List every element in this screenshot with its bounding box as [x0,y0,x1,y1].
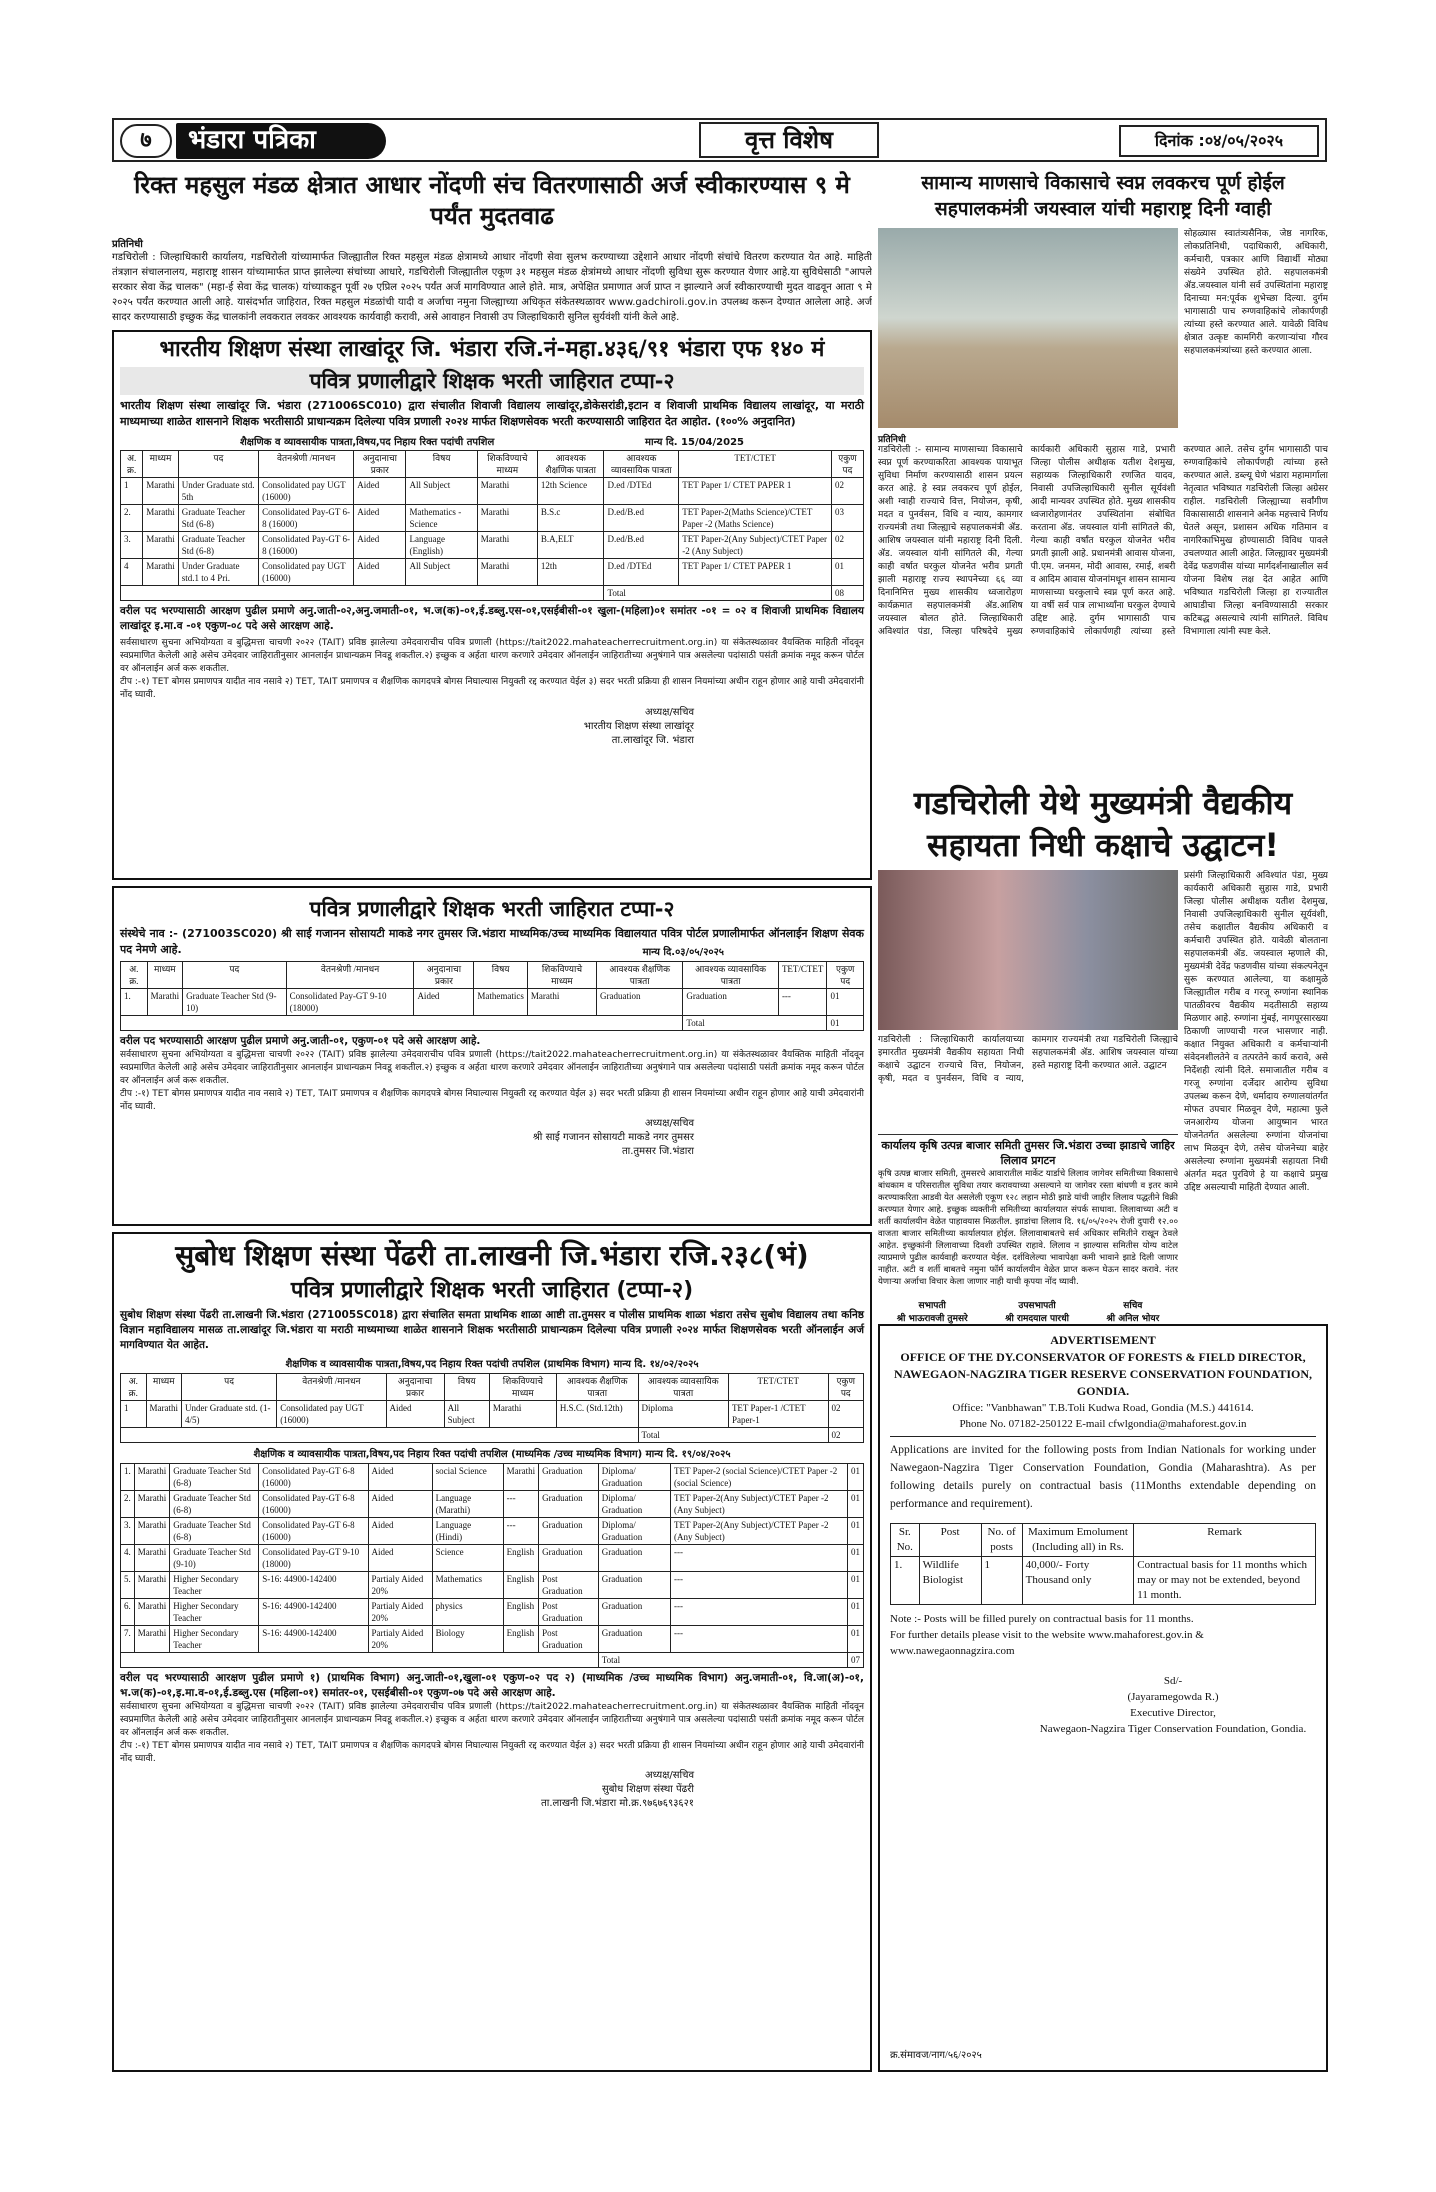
ad3-notice: सर्वसाधारण सुचना अभियोग्यता व बुद्धिमत्ता चाचणी २०२२ (TAIT) प्रविष्ठ झालेल्या उमेदवाराचीच पवित्र प्रणाली (https://tait2022.mahateacherrecruitment.org.in) या संकेतस्थळावर वैयक्तिक माहिती नोंदवून स्वप्रमाणित केलेली आहे असेच उमेदवार जाहिरातीनुसार आनलाईन प्राधान्यक्रम निवडू शकतील.२) इच्छुक व अर्हता धारण करणारे उमेदवार ऑनलाईन जाहिरातीच्या अनुषंगाने पात्र असलेल्या पदांसाठी पसंती क्रमांक नमूद करून पोर्टल वर ऑनलाईन अर्ज करू शकतील. [120,1702,864,1738]
ad3t2-cell-4-7: Post Graduation [539,1572,599,1599]
forest-cell-0: 1. [891,1557,920,1605]
forest-header-1: Post [919,1524,981,1557]
ad3t2-cell-1-2: Graduate Teacher Std (6-8) [170,1491,259,1518]
table-row [121,478,864,505]
ad3t2-cell-6-8: Graduation [598,1626,670,1653]
ad3t2-cell-3-7: Graduation [539,1545,599,1572]
ad2-valid: मान्य दि.०३/०५/२०२५ [642,947,724,958]
forest-ad-body: Applications are invited for the following posts from Indian Nationals for working under Nawegaon-Nagzira Tiger Conservation Foundation, Gondia (Maharashtra). As per following details purely on contractual basis (11Months extendable depending on performance and requirement). [890,1444,1316,1510]
recruitment-ad-2 [112,886,872,1226]
ad1-title: भारतीय शिक्षण संस्था लाखांदूर जि. भंडारा रजि.नं-महा.४३६/९१ भंडारा एफ १४० मं [159,337,825,362]
ad3t2-cell-0-5: social Science [432,1464,503,1491]
article2-byline: प्रतिनिधी [878,435,906,445]
total-spacer [121,586,604,601]
ad1-cell-0-3: Consolidated pay UGT (16000) [259,478,354,505]
ad1-cell-0-4: Aided [354,478,406,505]
table-row [121,1491,864,1518]
signer-name: श्री रामदयाल पारधी [1005,1314,1069,1324]
ad3t2-cell-2-10: 01 [847,1518,863,1545]
total-label: Total [604,586,832,601]
ad3t2-cell-3-1: Marathi [134,1545,170,1572]
total-row [121,1653,864,1668]
article3-side-text: प्रसंगी जिल्हाधिकारी अविश्यांत पंडा, मुख्य कार्यकारी अधिकारी सुहास गाडे, प्रभारी जिल्हा पोलीस अधीक्षक यतीश देशमुख, निवासी उपजिल्हाधिकारी सुनील सूर्यवंशी, तसेच कक्षातील वैद्यकीय अधिकारी व कर्मचारी उपस्थित होते. यावेळी बोलताना सहपालकमंत्री ॲड. जयस्वाल म्हणाले की, मुख्यमंत्री देवेंद्र फडणवीस यांच्या संकल्पनेतून सुरू करण्यात आलेल्या, या कक्षामुळे जिल्ह्यातील गरीब व गरजू रुग्णांना स्थानिक पातळीवरच वैद्यकीय मदतीसाठी सहाय्य मिळणार आहे. रुग्णांना मुंबई, नागपूरसारख्या ठिकाणी जाण्याची गरज भासणार नाही. कक्षात नियुक्त अधिकारी व कर्मचाऱ्यांनी संवेदनशीलतेने व तत्परतेने कार्य करावे, असे निर्देशही त्यांनी दिले. समाजातील गरीब व गरजू रुग्णांना दर्जेदार आरोग्य सुविधा उपलब्ध करून देणे, धर्मादाय रुग्णालयांतर्गत मोफत उपचार मिळवून देणे, महात्मा फुले जनआरोग्य योजना आयुष्मान भारत योजनेतर्गत असलेल्या रुग्णांना योजनांचा लाभ मिळवून देणे, तसेच योजनेच्या बाहेर असलेल्या रुग्णांना मुख्यमंत्री सहायता निधी अंतर्गत मदत पुरविणे हे या कक्षाचे प्रमुख उद्दिष्ट असल्याची माहिती देण्यात आली. [1184,871,1328,1193]
ad2-header-4: अनुदानाचा प्रकार [414,962,474,989]
ad3t2-cell-6-9: --- [671,1626,848,1653]
ad2-reservation: वरील पद भरण्यासाठी आरक्षण पुढील प्रमाणे अनु.जाती-०१, एकुण-०१ पदे असे आरक्षण आहे. [120,1035,481,1047]
ad3t1-header-10: एकुण पद [828,1374,863,1401]
forest-ad-sd: Sd/- [1163,1675,1183,1687]
ad3t1-cell-0-2: Under Graduate std. (1-4/5) [182,1401,277,1428]
ad1-table [120,450,864,601]
ad3t2-cell-2-6: --- [503,1518,539,1545]
ad3t2-cell-5-7: Post Graduation [539,1599,599,1626]
total-spacer [121,1428,639,1443]
ad3t2-cell-0-9: TET Paper-2 (social Science)/CTET Paper -2 (social Science) [671,1464,848,1491]
ad3-table-primary [120,1373,864,1443]
ad1-cell-2-4: Aided [354,532,406,559]
ad2-header-9: TET/CTET [778,962,827,989]
forest-ad-address: Office: "Vanbhawan" T.B.Toli Kudwa Road, Gondia (M.S.) 441614. [952,1402,1254,1414]
ad1-cell-1-3: Consolidated Pay-GT 6-8 (16000) [259,505,354,532]
tree-auction-notice [878,1134,1178,1324]
forest-ad-label: ADVERTISEMENT [1050,1333,1156,1347]
inauguration-photo [878,870,1178,1030]
ad3t2-cell-2-0: 3. [121,1518,135,1545]
ad1-cell-0-9: TET Paper 1/ CTET PAPER 1 [679,478,832,505]
ad2-cell-0-0: 1. [121,989,148,1016]
ad1-cell-3-8: D.ed /DTEd [604,559,679,586]
article2-side-text: सोहळ्यास स्वातंत्र्यसैनिक, जेष्ठ नागरिक, लोकप्रतिनिधी, पदाधिकारी, अधिकारी, कर्मचारी, पत्रकार आणि विद्यार्थी मोठ्या संख्येने उपस्थित होते. सहपालकमंत्री ॲड.जयस्वाल यांनी सर्व उपस्थितांना महाराष्ट्र दिनाच्या मन:पूर्वक शुभेच्छा दिल्या. दुर्गम भागासाठी पाच रुग्णवाहिकांचे लोकार्पणही त्यांच्या हस्ते करण्यात आले. यावेळी विविध क्षेत्रात उत्कृष्ट कामगिरी करणाऱ्यांचा गौरव सहपालकमंत्र्यांच्या हस्ते करण्यात आला. [1184,229,1328,356]
ad3t2-cell-2-1: Marathi [134,1518,170,1545]
forest-ad-phone: Phone No. 07182-250122 E-mail cfwlgondia@mahaforest.gov.in [890,1416,1316,1437]
ad2-header-3: वेतनश्रेणी /मानधन [286,962,414,989]
ad1-cell-2-9: TET Paper-2(Any Subject)/CTET Paper -2 (Any Subject) [679,532,832,559]
ad3t2-cell-3-0: 4. [121,1545,135,1572]
ad1-cell-1-4: Aided [354,505,406,532]
ad3t2-cell-6-7: Post Graduation [539,1626,599,1653]
ad3t2-cell-0-1: Marathi [134,1464,170,1491]
ad3t2-cell-6-10: 01 [847,1626,863,1653]
ad3t2-cell-2-5: Language (Hindi) [432,1518,503,1545]
ad3-title: सुबोध शिक्षण संस्था पेंढरी ता.लाखनी जि.भंडारा रजि.२३८(भं) [175,1239,809,1272]
forest-ad [878,1324,1328,2072]
page-number: ७ [120,124,172,158]
ad1-header-9: TET/CTET [679,451,832,478]
forest-cell-3: 40,000/- Forty Thousand only [1022,1557,1134,1605]
ad1-cell-0-5: All Subject [406,478,477,505]
ad3t2-cell-1-10: 01 [847,1491,863,1518]
table-row [121,532,864,559]
forest-cell-2: 1 [981,1557,1022,1605]
ad1-banner: पवित्र प्रणालीद्वारे शिक्षक भरती जाहिरात टप्पा-२ [120,367,864,395]
ad3t2-cell-5-6: English [503,1599,539,1626]
ad2-cell-0-8: Graduation [683,989,779,1016]
article1-headline: रिक्त महसुल मंडळ क्षेत्रात आधार नोंदणी संच वितरणासाठी अर्ज स्वीकारण्यास ९ मे पर्यंत मुदतवाढ [134,171,850,230]
ad2-header-2: पद [183,962,287,989]
ad1-cell-1-6: Marathi [477,505,537,532]
ad1-cell-0-8: D.ed /DTEd [604,478,679,505]
ad3t1-cell-0-7: H.S.C. (Std.12th) [556,1401,638,1428]
ad1-header-6: शिकविण्याचे माध्यम [477,451,537,478]
forest-cell-4: Contractual basis for 11 months which may or may not be extended, beyond 11 month. [1134,1557,1316,1605]
ad2-table [120,961,864,1031]
ad3t2-cell-2-7: Graduation [539,1518,599,1545]
ad3t1-header-6: शिकविण्याचे माध्यम [489,1374,556,1401]
ad1-cell-0-7: 12th Science [537,478,604,505]
article1-body: गडचिरोली : जिल्हाधिकारी कार्यालय, गडचिरोली यांच्यामार्फत जिल्ह्यातील रिक्त महसुल मंडळ क्षेत्रामध्ये आधार नोंदणी सेवा सुलभ करण्याच्या उद्देशाने आधार नोंदणी संचांचे वितरण करण्यात येत आहे. माहिती तंत्रज्ञान संचालनालय, महाराष्ट्र शासन यांच्यामार्फत प्राप्त झालेल्या संचांच्या आधारे, गडचिरोली जिल्ह्यातील एकूण ३१ महसुल मंडळ क्षेत्रांमध्ये आधार नोंदणी सुविधा सुरू करण्यात येणार आहे.या सुविधेसाठी "आपले सरकार सेवा केंद्र चालक" (महा-ई सेवा केंद्र चालक) यांच्याकडून पूर्वी २७ एप्रिल २०२५ पर्यंत अर्ज मागविण्यात आले होते. मात्र, अपेक्षित प्रमाणात अर्ज प्राप्त न झाल्याने अर्ज स्वीकारण्याची मुदत वाढवून आता ९ मे २०२५ पर्यंत करण्यात आली आहे. यासंदर्भात जाहिरात, रिक्त महसुल मंडळांची यादी व अर्जाचा नमुना जिल्ह्याच्या अधिकृत संकेतस्थळावर www.gadchiroli.gov.in उपलब्ध करून देण्यात आलेला आहे. अर्ज सादर करण्यासाठी इच्छुक केंद्र चालकांनी लवकरात लवकर आवश्यक कार्यवाही करावी, असे आवाहन निवासी उप जिल्हाधिकारी सुनिल सुर्यवंशी यांनी केले आहे. [112,252,872,323]
total-row [121,1016,864,1031]
ad2-header-7: आवश्यक शैक्षणिक पात्रता [597,962,683,989]
ad1-intro: भारतीय शिक्षण संस्था लाखांदूर जि. भंडारा (271006SC010) द्वारा संचालीत शिवाजी विद्यालय लाखांदूर,डोकेसरांडी,इटान व शिवाजी प्राथमिक विद्यालय लाखांदूर, या मराठी माध्यमाच्या शाळेत शासनाने शिक्षक भरतीसाठी प्राधान्यक्रम दिलेल्या पवित्र प्रणाली २०२४ मार्फत शिक्षणसेवक भरती करण्यासाठी जाहिरात देत आहोत. (१००% अनुदानित) [120,399,864,428]
forest-ad-further: For further details please visit to the website www.mahaforest.gov.in & www.nawegaonnagzira.com [890,1629,1204,1657]
forest-ad-table [890,1523,1316,1605]
ad3t2-cell-0-0: 1. [121,1464,135,1491]
ad3t2-cell-4-4: Partialy Aided 20% [368,1572,432,1599]
ad3t2-cell-1-8: Diploma/ Graduation [598,1491,670,1518]
ad2-sign-role: अध्यक्ष/सचिव [645,1118,694,1129]
newspaper-logo: भंडारा पत्रिका [176,123,386,159]
ad3t2-cell-5-9: --- [671,1599,848,1626]
ad1-header-0: अ. क्र. [121,451,143,478]
forest-ad-note: Note :- Posts will be filled purely on contractual basis for 11 months. [890,1613,1194,1625]
signer-role: सचिव [1123,1301,1143,1311]
ad1-cell-0-1: Marathi [143,478,179,505]
ad3-sign-place: ता.लाखनी जि.भंडारा मो.क्र.९७६७६९३६२१ [541,1798,694,1809]
forest-header-0: Sr. No. [891,1524,920,1557]
ad3t1-cell-0-10: 02 [828,1401,863,1428]
ad2-header-0: अ. क्र. [121,962,148,989]
table-row [121,559,864,586]
signer-role: सभापती [918,1301,946,1311]
ad3-tip: टीप :-१) TET बोगस प्रमाणपत्र यादीत नाव नसावे २) TET, TAIT प्रमाणपत्र व शैक्षणिक कागदपत्रे बोगस निघाल्यास नियुक्ती रद्द करण्यात येईल ३) सदर भरती प्रक्रिया ही शासन नियमांच्या अधीन राहून होणार आहे याची उमेदवारांनी नोंद घ्यावी. [120,1741,864,1764]
notice-body: कृषि उत्पन्न बाजार समिती, तुमसरचे आवारातील मार्केट यार्डाचे लिलाव जागेवर समितीच्या विकासाचे बांधकाम व परिसरातील सुविधा तयार करावयाच्या असल्याने या जागेवर रस्ता बांधणी व इतर कामे करण्याकरिता आडवी येत असलेली एकूण १२८ लहान मोठी झाडे यांची जाहीर लिलाव पद्धतीने विक्री करण्यात येणार आहे. इच्छुक व्यक्तीनी समितीच्या कार्यालयात संपर्क साधावा. लिलावाच्या अटी व शर्ती कार्यालयीन वेळेत पाहावयास मिळतील. झाडांचा लिलाव दि. १६/०५/२०२५ रोजी दुपारी १२.०० वाजता बाजार समितीच्या कार्यालयात होईल. लिलावाबाबतचे सर्व अधिकार समितीने राखून ठेवले आहेत. इच्छुकांनी लिलावाच्या दिवशी उपस्थित राहावे. लिलाव न झाल्यास समितीस योग्य वाटेल त्याप्रमाणे पुढील कार्यवाही करण्यात येईल. दर्शविलेल्या भावापेक्षा कमी भावाने झाडे दिली जाणार नाहीत. अटी व शर्ती बाबतचे नमुना फॉर्म कार्यालयीन वेळेत प्राप्त करून घेऊन सादर करावे. नंतर येणाऱ्या अर्जाचा विचार केला जाणार नाही याची कृपया नोंद घ्यावी. [878,1169,1178,1287]
ad3t2-cell-5-8: Graduation [598,1599,670,1626]
ad3t1-header-8: आवश्यक व्यावसायिक पात्रता [638,1374,728,1401]
ad3t2-cell-5-2: Higher Secondary Teacher [170,1599,259,1626]
ad3-banner: पवित्र प्रणालीद्वारे शिक्षक भरती जाहिरात (टप्पा-२) [120,1277,864,1305]
ad3t2-cell-4-6: English [503,1572,539,1599]
ad3t1-header-7: आवश्यक शैक्षणिक पात्रता [556,1374,638,1401]
forest-cell-1: Wildlife Biologist [919,1557,981,1605]
ad1-cell-2-3: Consolidated Pay-GT 6-8 (16000) [259,532,354,559]
total-label: Total [683,1016,827,1031]
table-row [121,1518,864,1545]
ad2-header-8: आवश्यक व्यावसायिक पात्रता [683,962,779,989]
ad3t1-header-0: अ. क्र. [121,1374,147,1401]
ad3-intro: सुबोध शिक्षण संस्था पेंढरी ता.लाखनी जि.भंडारा (271005SC018) द्वारा संचालित समता प्राथमिक शाळा आष्टी ता.तुमसर व पोलीस प्राथमिक शाळा भंडारा तसेच सुबोध विद्यालय तथा कनिष्ठ विज्ञान महाविद्यालय मासळ ता.लाखांदूर जि.भंडारा या मराठी माध्यमाच्या शाळेत शासनाने शिक्षक भरतीसाठी प्राधान्यक्रम दिलेल्या पवित्र प्रणाली २०२४ मार्फत शिक्षणसेवक भरती ऑनलाईन अर्ज मागविण्यात येत आहेत. [120,1309,864,1351]
total-value: 01 [827,1016,864,1031]
ad3t2-cell-5-0: 6. [121,1599,135,1626]
total-spacer [121,1653,599,1668]
ad1-cell-1-9: TET Paper-2(Maths Science)/CTET Paper -2 (Maths Science) [679,505,832,532]
ad1-sign-org: भारतीय शिक्षण संस्था लाखांदूर [583,721,694,732]
ad2-sign-org: श्री साई गजानन सोसायटी माकडे नगर तुमसर [532,1132,694,1143]
ad1-header-2: पद [178,451,258,478]
ad3t2-cell-6-4: Partialy Aided 20% [368,1626,432,1653]
ad1-cell-1-10: 03 [832,505,864,532]
ad2-intro: संस्थेचे नाव :- (271003SC020) श्री साई गजानन सोसायटी माकडे नगर तुमसर जि.भंडारा माध्यमिक/उच्च माध्यमिक विद्यालयात पवित्र पोर्टल प्रणालीमार्फत ऑनलाईन शिक्षण सेवक पद नेमणे आहे. [120,927,864,956]
forest-header-3: Maximum Emolument (Including all) in Rs. [1022,1524,1134,1557]
ad3t1-cell-0-8: Diploma [638,1401,728,1428]
ad1-header-4: अनुदानाचा प्रकार [354,451,406,478]
ad3t2-cell-4-3: S-16: 44900-142400 [259,1572,368,1599]
ad3t2-cell-6-3: S-16: 44900-142400 [259,1626,368,1653]
signer-0 [897,1298,968,1324]
table-row [121,1572,864,1599]
ad3-t2-title: शैक्षणिक व व्यावसायीक पात्रता,विषय,पद निहाय रिक्त पदांची तपशिल (माध्यमिक /उच्च माध्यमिक विभाग) मान्य दि. १९/०४/२०२५ [253,1449,731,1460]
signer-role: उपसभापती [1018,1301,1056,1311]
ad1-sign-place: ता.लाखांदूर जि. भंडारा [611,735,694,746]
section-title: वृत्त विशेष [699,122,879,158]
ad3t2-cell-1-9: TET Paper-2(Any Subject)/CTET Paper -2 (Any Subject) [671,1491,848,1518]
ad3-t1-title: शैक्षणिक व व्यावसायीक पात्रता,विषय,पद निहाय रिक्त पदांची तपशिल (प्राथमिक विभाग) मान्य दि. १४/०२/२०२५ [285,1359,699,1370]
total-row [121,586,864,601]
ad3t2-cell-2-2: Graduate Teacher Std (6-8) [170,1518,259,1545]
ad3t1-header-4: अनुदानाचा प्रकार [386,1374,444,1401]
ad3-table-secondary [120,1463,864,1668]
signer-2 [1106,1298,1159,1324]
article2-body: गडचिरोली :- सामान्य माणसाच्या विकासाचे स्वप्न पूर्ण करण्याकरिता आवश्यक पायाभूत सुविधा निर्माण करण्यासाठी शासन प्रयत्न करत आहे. हे स्वप्न लवकरच पूर्ण होईल, अशी ग्वाही राज्याचे वित्त, नियोजन, कृषी, मदत व पुनर्वसन, विधि व न्याय, कामगार राज्यमंत्री तथा जिल्ह्याचे सहपालकमंत्री ॲड. आशिष जयस्वाल यांनी महाराष्ट्र दिनी दिली. ॲड. जयस्वाल यांनी सांगितले की, गेल्या काही वर्षात घरकुल योजनेत भरीव प्रगती झाली महाराष्ट्र राज्य स्थापनेच्या ६६ व्या दिनानिमित्त मुख्य शासकीय ध्वजारोहण कार्यक्रमात सहपालकमंत्री ॲड.आशिष जयस्वाल बोलत होते. जिल्हाधिकारी अविश्यांत पंडा, जिल्हा परिषदेचे मुख्य कार्यकारी अधिकारी सुहास गाडे, प्रभारी जिल्हा पोलीस अधीक्षक यतीश देशमुख, सहाय्यक जिल्हाधिकारी रणजित यादव, निवासी उपजिल्हाधिकारी सुनील सूर्यवंशी आदी मान्यवर उपस्थित होते. मुख्य शासकीय ध्वजारोहणानंतर उपस्थितांना संबोधित करताना ॲड. जयस्वाल यांनी सांगितले की, गेल्या काही वर्षांत घरकुल योजनेत भरीव प्रगती झाली आहे. प्रधानमंत्री आवास योजना, पी.एम. जनमन, मोदी आवास, रमाई, शबरी व आदिम आवास योजनांमधून शासन सामान्य माणसाच्या घरकुलाचे स्वप्न पूर्ण करत आहे. या वर्षी सर्व पात्र लाभार्थ्यांना घरकुल देण्याचे उद्दिष्ट आहे. दुर्गम भागासाठी पाच रुग्णवाहिकांचे लोकार्पणही त्यांच्या हस्ते करण्यात आले. तसेच दुर्गम भागासाठी पाच रुग्णवाहिकांचे लोकार्पणही त्यांच्या हस्ते करण्यात आले. डब्ल्यू घेणे भंडारा महामार्गाला नेतृत्वात भविष्यात गडचिरोली जिल्हा अग्रेसर राहील. गडचिरोली जिल्ह्याच्या सर्वांगीण विकासासाठी शासनाने अनेक महत्त्वाचे निर्णय घेतले असून, प्रशासन अधिक गतिमान व नागरिकाभिमुख होण्यासाठी विविध पावले उचलण्यात आली आहेत. जिल्ह्यावर मुख्यमंत्री देवेंद्र फडणवीस यांच्या मार्गदर्शनाखालील सर्व योजना विशेष लक्ष देत आहेत आणि भविष्यात गडचिरोली जिल्हा हा राज्यातील आघाडीचा जिल्हा बनविण्यासाठी सरकार कटिबद्ध असल्याचे त्यांनी सांगितले. विविध विभागाला त्यांनी स्पष्ट केले. [878,445,1328,637]
ad3t2-cell-6-2: Higher Secondary Teacher [170,1626,259,1653]
ad3t2-cell-0-7: Graduation [539,1464,599,1491]
ad2-cell-0-5: Mathematics [474,989,528,1016]
ad3t2-cell-1-4: Aided [368,1491,432,1518]
ad3t1-header-5: विषय [444,1374,489,1401]
forest-ad-ref: क्र.संमावज/नाग/५६/२०२५ [890,2050,982,2061]
ad3t2-cell-1-5: Language (Marathi) [432,1491,503,1518]
ad1-cell-3-10: 01 [832,559,864,586]
ad1-cell-0-10: 02 [832,478,864,505]
ad2-tip: टीप :-१) TET बोगस प्रमाणपत्र यादीत नाव नसावे २) TET, TAIT प्रमाणपत्र व शैक्षणिक कागदपत्रे बोगस निघाल्यास नियुक्ती रद्द करण्यात येईल ३) सदर भरती प्रक्रिया ही शासन नियमांच्या अधीन राहून होणार आहे याची उमेदवारांनी नोंद घ्यावी. [120,1089,864,1112]
signer-name: श्री अनिल भोयर [1106,1314,1160,1324]
ad1-cell-1-0: 2. [121,505,143,532]
ad1-cell-2-10: 02 [832,532,864,559]
right-column [878,170,1328,2070]
ad3t1-header-2: पद [182,1374,277,1401]
ad3t2-cell-3-3: Consolidated Pay-GT 9-10 (18000) [259,1545,368,1572]
article3-body: गडचिरोली : जिल्हाधिकारी कार्यालयाच्या इमारतीत मुख्यमंत्री वैद्यकीय सहायता निधी कक्षाचे उद्घाटन राज्याचे वित्त, नियोजन, कृषी, मदत व पुनर्वसन, विधि व न्याय, कामगार राज्यमंत्री तथा गडचिरोली जिल्ह्याचे सहपालकमंत्री ॲड. आशिष जयस्वाल यांच्या हस्ते महाराष्ट्र दिनी करण्यात आले. उद्घाटन [878,1035,1178,1084]
ad1-cell-1-8: D.ed/B.ed [604,505,679,532]
ad1-cell-2-0: 3. [121,532,143,559]
ad3t2-cell-1-0: 2. [121,1491,135,1518]
ad3t2-cell-4-5: Mathematics [432,1572,503,1599]
ad3t2-cell-2-9: TET Paper-2(Any Subject)/CTET Paper -2 (Any Subject) [671,1518,848,1545]
ad1-cell-1-5: Mathematics -Science [406,505,477,532]
ad3t1-cell-0-9: TET Paper-1 /CTET Paper-1 [728,1401,828,1428]
forest-ad-office: OFFICE OF THE DY.CONSERVATOR OF FORESTS & FIELD DIRECTOR, NAWEGAON-NAGZIRA TIGER RESERVE CONSERVATION FOUNDATION, GONDIA. [893,1350,1312,1398]
ad1-tip: टीप :-१) TET बोगस प्रमाणपत्र यादीत नाव नसावे २) TET, TAIT प्रमाणपत्र व शैक्षणिक कागदपत्रे बोगस निघाल्यास नियुक्ती रद्द करण्यात येईल ३) सदर भरती प्रक्रिया ही शासन नियमांच्या अधीन राहून होणार आहे याची उमेदवारांनी नोंद घ्यावी. [120,677,864,700]
ad3t2-cell-3-10: 01 [847,1545,863,1572]
ad3t1-header-1: माध्यम [146,1374,182,1401]
signer-1 [1005,1298,1069,1324]
notice-title: कार्यालय कृषि उत्पन्न बाजार समिती तुमसर जि.भंडारा उच्चा झाडाचे जाहिर लिलाव प्रगटन [881,1139,1175,1167]
date-box: दिनांक :०४/०५/२०२५ [1119,125,1319,157]
ad3t2-cell-3-5: Science [432,1545,503,1572]
ad1-cell-2-5: Language (English) [406,532,477,559]
article2-headline: सामान्य माणसाचे विकासाचे स्वप्न लवकरच पूर्ण होईल सहपालकमंत्री जयस्वाल यांची महाराष्ट्र दिनी ग्वाही [921,172,1285,220]
ad1-header-10: एकुण पद [832,451,864,478]
article3-headline: गडचिरोली येथे मुख्यमंत्री वैद्यकीय सहायता निधी कक्षाचे उद्घाटन! [913,784,1293,864]
ad2-cell-0-3: Consolidated Pay-GT 9-10 (18000) [286,989,414,1016]
ad1-cell-2-6: Marathi [477,532,537,559]
ad1-cell-2-1: Marathi [143,532,179,559]
ad3t2-cell-0-6: Marathi [503,1464,539,1491]
ad3t2-cell-6-5: Biology [432,1626,503,1653]
ad2-header-6: शिकविण्याचे माध्यम [527,962,596,989]
ad3t2-cell-5-10: 01 [847,1599,863,1626]
ad2-cell-0-10: 01 [827,989,864,1016]
ad3t2-cell-0-10: 01 [847,1464,863,1491]
total-value: 07 [847,1653,863,1668]
ad3t1-cell-0-0: 1 [121,1401,147,1428]
ad3t2-cell-6-1: Marathi [134,1626,170,1653]
ad3t2-cell-4-2: Higher Secondary Teacher [170,1572,259,1599]
ad1-header-5: विषय [406,451,477,478]
ad3t2-cell-6-6: English [503,1626,539,1653]
total-row [121,1428,864,1443]
ad2-header-1: माध्यम [147,962,183,989]
ad3t1-header-3: वेतनश्रेणी /मानधन [277,1374,386,1401]
ad3t2-cell-5-1: Marathi [134,1599,170,1626]
ad2-cell-0-9: --- [778,989,827,1016]
table-row [121,1599,864,1626]
masthead [112,118,1327,162]
total-value: 02 [828,1428,863,1443]
ad2-cell-0-7: Graduation [597,989,683,1016]
ad3t2-cell-0-4: Aided [368,1464,432,1491]
ad3-sign-role: अध्यक्ष/सचिव [645,1770,694,1781]
ad1-cell-3-5: All Subject [406,559,477,586]
ad1-notice: सर्वसाधारण सुचना अभियोग्यता व बुद्धिमत्ता चाचणी २०२२ (TAIT) प्रविष्ठ झालेल्या उमेदवाराचीच पवित्र प्रणाली (https://tait2022.mahateacherrecruitment.org.in) या संकेतस्थळावर वैयक्तिक माहिती नोंदवून स्वप्रमाणित केलेली आहे असेच उमेदवार जाहिरातीनुसार आनलाईन प्राधान्यक्रम निवडू शकतील.२) इच्छुक व अर्हता धारण करणारे उमेदवार ऑनलाईन जाहिरातीच्या अनुषंगाने पात्र असलेल्या पदांसाठी पसंती क्रमांक नमूद करून पोर्टल वर ऑनलाईन अर्ज करू शकतील. [120,638,864,674]
ad1-cell-3-1: Marathi [143,559,179,586]
ad1-cell-2-2: Graduate Teacher Std (6-8) [178,532,258,559]
ad3t2-cell-2-4: Aided [368,1518,432,1545]
ad3t2-cell-3-9: --- [671,1545,848,1572]
ad3t2-cell-2-3: Consolidated Pay-GT 6-8 (16000) [259,1518,368,1545]
ad3t2-cell-1-6: --- [503,1491,539,1518]
forest-ad-name: (Jayaramegowda R.) [1127,1691,1219,1703]
table-row [121,1401,864,1428]
ad3t1-cell-0-5: All Subject [444,1401,489,1428]
ad3t2-cell-3-6: English [503,1545,539,1572]
ad3-sign-org: सुबोध शिक्षण संस्था पेंढरी [602,1784,694,1795]
ad2-cell-0-1: Marathi [147,989,183,1016]
ad1-header-1: माध्यम [143,451,179,478]
forest-header-2: No. of posts [981,1524,1022,1557]
ad2-cell-0-2: Graduate Teacher Std (9-10) [183,989,287,1016]
ad2-cell-0-4: Aided [414,989,474,1016]
ad3t1-header-9: TET/CTET [728,1374,828,1401]
ad3t2-cell-1-3: Consolidated Pay-GT 6-8 (16000) [259,1491,368,1518]
ad1-reservation: वरील पद भरण्यासाठी आरक्षण पुढील प्रमाणे अनु.जाती-०२,अनु.जमाती-०१, भ.ज(क)-०१,ई.डब्लु.एस-०१,एसईबीसी-०१ खुला-(महिला)०१ समांतर -०१ = ०२ व शिवाजी प्राथमिक विद्यालय लाखांदूर इ.मा.व -०१ एकुण-०८ पदे असे आरक्षण आहे. [120,605,864,632]
signer-name: श्री भाऊरावजी तुमसरे [896,1314,968,1324]
table-row [121,1626,864,1653]
ad1-table-title: शैक्षणिक व व्यावसायीक पात्रता,विषय,पद निहाय रिक्त पदांची तपशिल [240,437,495,448]
ad1-cell-3-0: 4 [121,559,143,586]
ad1-sign-role: अध्यक्ष/सचिव [645,707,694,718]
ad3t2-cell-3-4: Aided [368,1545,432,1572]
total-spacer [121,1016,683,1031]
ad2-sign-place: ता.तुमसर जि.भंडारा [621,1146,694,1157]
recruitment-ad-1 [112,330,872,880]
total-label: Total [598,1653,847,1668]
forest-ad-designation: Executive Director, [1130,1707,1216,1719]
forest-header-4: Remark [1134,1524,1316,1557]
total-label: Total [638,1428,828,1443]
ad1-cell-3-6: Marathi [477,559,537,586]
ad1-cell-3-3: Consolidated pay UGT (16000) [259,559,354,586]
ad1-cell-0-2: Under Graduate std. 5th [178,478,258,505]
ad1-header-3: वेतनश्रेणी /मानधन [259,451,354,478]
ad3t1-cell-0-3: Consolidated pay UGT (16000) [277,1401,386,1428]
ad2-header-10: एकुण पद [827,962,864,989]
recruitment-ad-3 [112,1232,872,2072]
ad3t2-cell-4-10: 01 [847,1572,863,1599]
ad3t2-cell-1-7: Graduation [539,1491,599,1518]
ad1-cell-1-2: Graduate Teacher Std (6-8) [178,505,258,532]
ad1-header-8: आवश्यक व्यावसायिक पात्रता [604,451,679,478]
ad1-cell-2-8: D.ed/B.ed [604,532,679,559]
ad2-banner: पवित्र प्रणालीद्वारे शिक्षक भरती जाहिरात टप्पा-२ [120,895,864,923]
ad3t2-cell-4-8: Graduation [598,1572,670,1599]
ad3t2-cell-4-9: --- [671,1572,848,1599]
ad3t2-cell-0-3: Consolidated Pay-GT 6-8 (16000) [259,1464,368,1491]
forest-ad-org: Nawegaon-Nagzira Tiger Conservation Foundation, Gondia. [1039,1723,1307,1735]
ad1-cell-1-7: B.S.c [537,505,604,532]
table-row [121,505,864,532]
ad3t1-cell-0-6: Marathi [489,1401,556,1428]
total-value: 08 [832,586,864,601]
article1-byline: प्रतिनिधी [112,239,143,250]
ad1-cell-0-6: Marathi [477,478,537,505]
ad3t2-cell-0-8: Diploma/ Graduation [598,1464,670,1491]
table-row [121,989,864,1016]
parade-photo [878,228,1178,428]
ad3t2-cell-4-0: 5. [121,1572,135,1599]
ad3t2-cell-5-4: Partialy Aided 20% [368,1599,432,1626]
ad3t2-cell-3-2: Graduate Teacher Std (9-10) [170,1545,259,1572]
ad3t2-cell-0-2: Graduate Teacher Std (6-8) [170,1464,259,1491]
ad2-cell-0-6: Marathi [527,989,596,1016]
ad1-cell-3-2: Under Graduate std.1 to 4 Pri. [178,559,258,586]
ad3t2-cell-1-1: Marathi [134,1491,170,1518]
notice-signers [878,1298,1178,1324]
ad3-reservation: वरील पद भरण्यासाठी आरक्षण पुढील प्रमाणे १) (प्राथमिक विभाग) अनु.जाती-०१,खुला-०१ एकुण-०२ पद २) (माध्यमिक /उच्च माध्यमिक विभाग) अनु.जमाती-०१, वि.जा(अ)-०१, भ.ज(क)-०१,इ.मा.व-०१,ई.डब्लु.एस (महिला-०१) समांतर-०१, एसईबीसी-०१ एकुण-०७ पदे असे आरक्षण आहे. [120,1672,864,1699]
ad3t2-cell-5-3: S-16: 44900-142400 [259,1599,368,1626]
ad1-cell-3-9: TET Paper 1/ CTET PAPER 1 [679,559,832,586]
ad2-notice: सर्वसाधारण सुचना अभियोग्यता व बुद्धिमत्ता चाचणी २०२२ (TAIT) प्रविष्ठ झालेल्या उमेदवाराचीच पवित्र प्रणाली (https://tait2022.mahateacherrecruitment.org.in) या संकेतस्थळावर वैयक्तिक माहिती नोंदवून स्वप्रमाणित केलेली आहे असेच उमेदवार जाहिरातीनुसार आनलाईन प्राधान्यक्रम निवडू शकतील.२) इच्छुक व अर्हता धारण करणारे उमेदवार ऑनलाईन जाहिरातीच्या अनुषंगाने पात्र असलेल्या पदांसाठी पसंती क्रमांक नमूद करून पोर्टल वर ऑनलाईन अर्ज करू शकतील. [120,1050,864,1086]
ad3t2-cell-6-0: 7. [121,1626,135,1653]
ad1-cell-2-7: B.A,ELT [537,532,604,559]
ad3t2-cell-2-8: Diploma/ Graduation [598,1518,670,1545]
ad3t2-cell-5-5: physics [432,1599,503,1626]
ad1-header-7: आवश्यक शैक्षणिक पात्रता [537,451,604,478]
ad1-cell-3-4: Aided [354,559,406,586]
table-row [121,1545,864,1572]
ad3t1-cell-0-4: Aided [386,1401,444,1428]
ad1-cell-1-1: Marathi [143,505,179,532]
ad3t1-cell-0-1: Marathi [146,1401,182,1428]
ad3t2-cell-3-8: Graduation [598,1545,670,1572]
table-row [121,1464,864,1491]
ad2-header-5: विषय [474,962,528,989]
ad1-cell-0-0: 1 [121,478,143,505]
ad1-valid: मान्य दि. 15/04/2025 [645,437,744,448]
ad3t2-cell-4-1: Marathi [134,1572,170,1599]
ad1-cell-3-7: 12th [537,559,604,586]
